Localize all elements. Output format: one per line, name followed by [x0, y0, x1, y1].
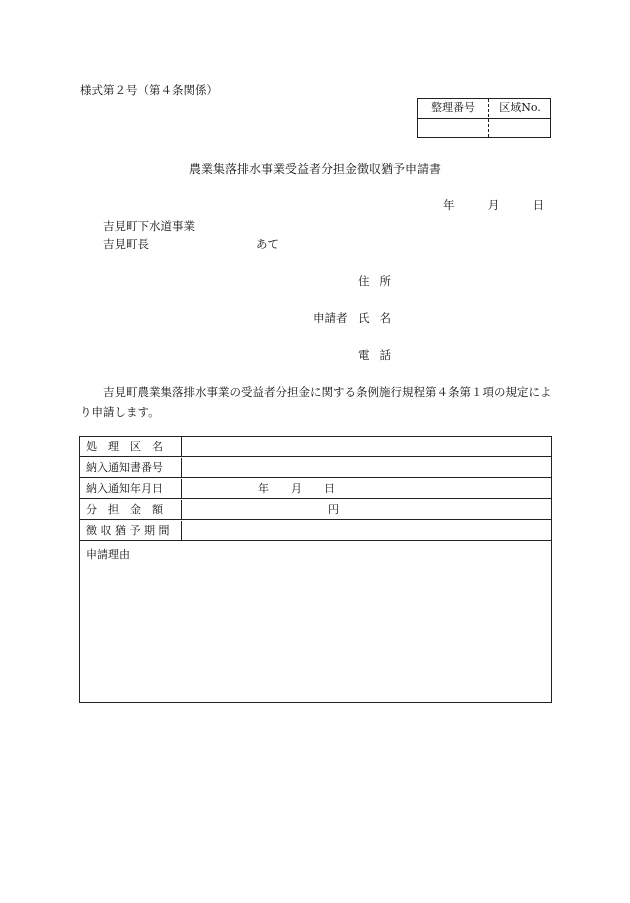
- table-row: [80, 437, 551, 457]
- document-title: 農業集落排水事業受益者分担金徴収猶予申請書: [188, 162, 441, 176]
- row-value[interactable]: 年 月 日: [258, 482, 335, 495]
- form-number: 様式第２号（第４条関係）: [80, 83, 218, 97]
- application-statement: 吉見町農業集落排水事業の受益者分担金に関する条例施行規程第４条第１項の規定により申請します。: [80, 385, 552, 419]
- addressee-title: 吉見町長: [103, 237, 149, 251]
- row-label: 納入通知書番号: [80, 458, 182, 477]
- row-label: 納入通知年月日: [80, 479, 182, 498]
- name-label: 氏名: [358, 311, 401, 325]
- addressee-suffix: あて: [256, 237, 279, 251]
- date-day: 日: [532, 198, 545, 212]
- date-line: [443, 197, 544, 213]
- addressee-org: 吉見町下水道事業: [103, 219, 195, 233]
- reason-label: 申請理由: [86, 548, 130, 561]
- table-row: [80, 458, 551, 478]
- ref-number-header: 整理番号: [431, 101, 475, 114]
- application-table: [79, 436, 552, 703]
- date-month: 月: [487, 198, 500, 212]
- row-label: 徴 収 猶 予 期 間: [80, 521, 182, 540]
- area-number-header: 区域No.: [499, 101, 541, 114]
- table-row: [80, 521, 551, 541]
- row-value[interactable]: [183, 458, 551, 477]
- row-value[interactable]: 円: [328, 503, 339, 516]
- applicant-label: 申請者: [313, 311, 348, 325]
- row-value[interactable]: [183, 437, 551, 456]
- row-value[interactable]: [183, 521, 551, 540]
- table-row: [80, 500, 551, 520]
- row-label: 分 担 金 額: [80, 500, 182, 519]
- row-label: 処 理 区 名: [80, 437, 182, 456]
- ref-box-rule: [418, 118, 550, 119]
- table-row: [80, 479, 551, 499]
- address-label: 住所: [358, 274, 401, 288]
- date-year: 年: [443, 198, 455, 212]
- phone-label: 電話: [358, 348, 401, 362]
- reference-number-box: [417, 98, 551, 138]
